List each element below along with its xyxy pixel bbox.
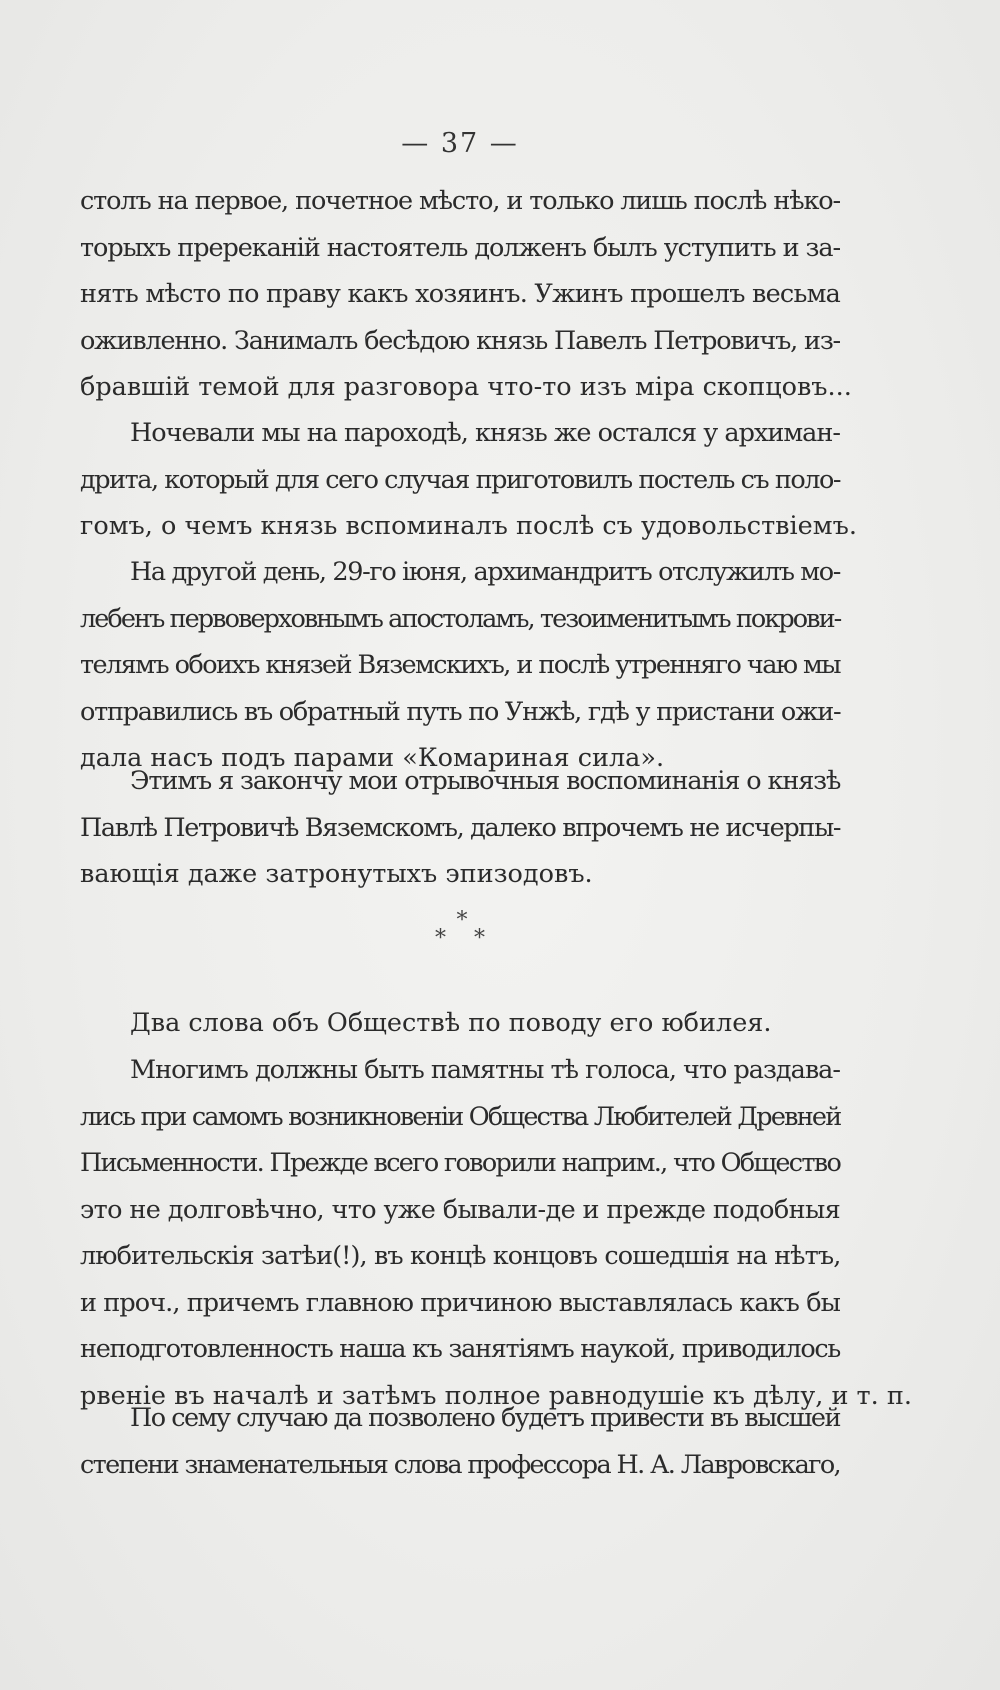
text-line: Ночевали мы на пароходѣ, князь же остался у архиман-	[130, 418, 840, 448]
paragraph-1	[80, 178, 852, 411]
text-line: Письменности. Прежде всего говорили наприм., что Общество	[80, 1148, 841, 1178]
text-line: По сему случаю да позволено будетъ привести въ высшей	[130, 1403, 840, 1433]
paragraph-2	[80, 410, 857, 550]
text-line: оживленно. Занималъ бесѣдою князь Павелъ Петровичъ, из-	[80, 325, 840, 356]
text-line: столъ на первое, почетное мѣсто, и только лишь послѣ нѣко-	[80, 186, 840, 216]
text-line: лебенъ первоверховнымъ апостоламъ, тезоименитымъ покрови-	[80, 603, 841, 634]
paragraph-3	[80, 549, 840, 782]
asterisk-top: *	[456, 908, 468, 933]
paragraph-5	[80, 1000, 840, 1047]
text-line: лись при самомъ возникновеніи Общества Любителей Древней	[80, 1101, 841, 1132]
text-line: неподготовленность наша къ занятіямъ наукой, приводилось	[80, 1334, 841, 1364]
text-line: Этимъ я закончу мои отрывочныя воспоминанія о князѣ	[130, 766, 841, 796]
text-line: отправились въ обратный путь по Унжѣ, гдѣ у пристани ожи-	[80, 696, 841, 727]
paragraph-6	[80, 1047, 912, 1419]
text-line: На другой день, 29-го іюня, архимандритъ отслужилъ мо-	[130, 557, 840, 587]
text-line: телямъ обоихъ князей Вяземскихъ, и послѣ утренняго чаю мы	[80, 650, 840, 680]
text-line: торыхъ пререканій настоятель долженъ былъ уступить и за-	[80, 232, 841, 263]
text-line: и проч., причемъ главною причиною выставлялась какъ бы	[80, 1287, 840, 1318]
text-line: дрита, который для сего случая приготовилъ постель съ поло-	[80, 464, 840, 495]
text-line: это не долговѣчно, что уже бывали-де и прежде подобныя	[80, 1194, 841, 1225]
text-line: Два слова объ Обществѣ по поводу его юбилея.	[130, 1008, 772, 1038]
text-line: Многимъ должны быть памятны тѣ голоса, что раздава-	[130, 1055, 840, 1085]
paragraph-7	[80, 1395, 840, 1488]
text-line: степени знаменательныя слова профессора Н. А. Лавровскаго,	[80, 1449, 840, 1480]
text-line: вающія даже затронутыхъ эпизодовъ.	[80, 859, 593, 889]
page-number: — 37 —	[401, 128, 519, 159]
text-line: рвеніе въ началѣ и затѣмъ полное равнодушіе къ дѣлу, и т. п.	[80, 1380, 912, 1411]
paragraph-4	[80, 758, 840, 898]
asterisk-bottom: **	[435, 926, 513, 951]
text-line: гомъ, о чемъ князь вспоминалъ послѣ съ удовольствіемъ.	[80, 511, 857, 541]
text-line: нять мѣсто по праву какъ хозяинъ. Ужинъ прошелъ весьма	[80, 279, 841, 309]
section-separator-asterisks	[0, 908, 920, 951]
text-line: Павлѣ Петровичѣ Вяземскомъ, далеко впрочемъ не исчерпы-	[80, 812, 841, 843]
text-line: любительскія затѣи(!), въ концѣ концовъ сошедшія на нѣтъ,	[80, 1241, 841, 1271]
text-line: бравшій темой для разговора что-то изъ міра скопцовъ...	[80, 372, 852, 402]
text-line: дала насъ подъ парами «Комариная сила».	[80, 743, 665, 773]
